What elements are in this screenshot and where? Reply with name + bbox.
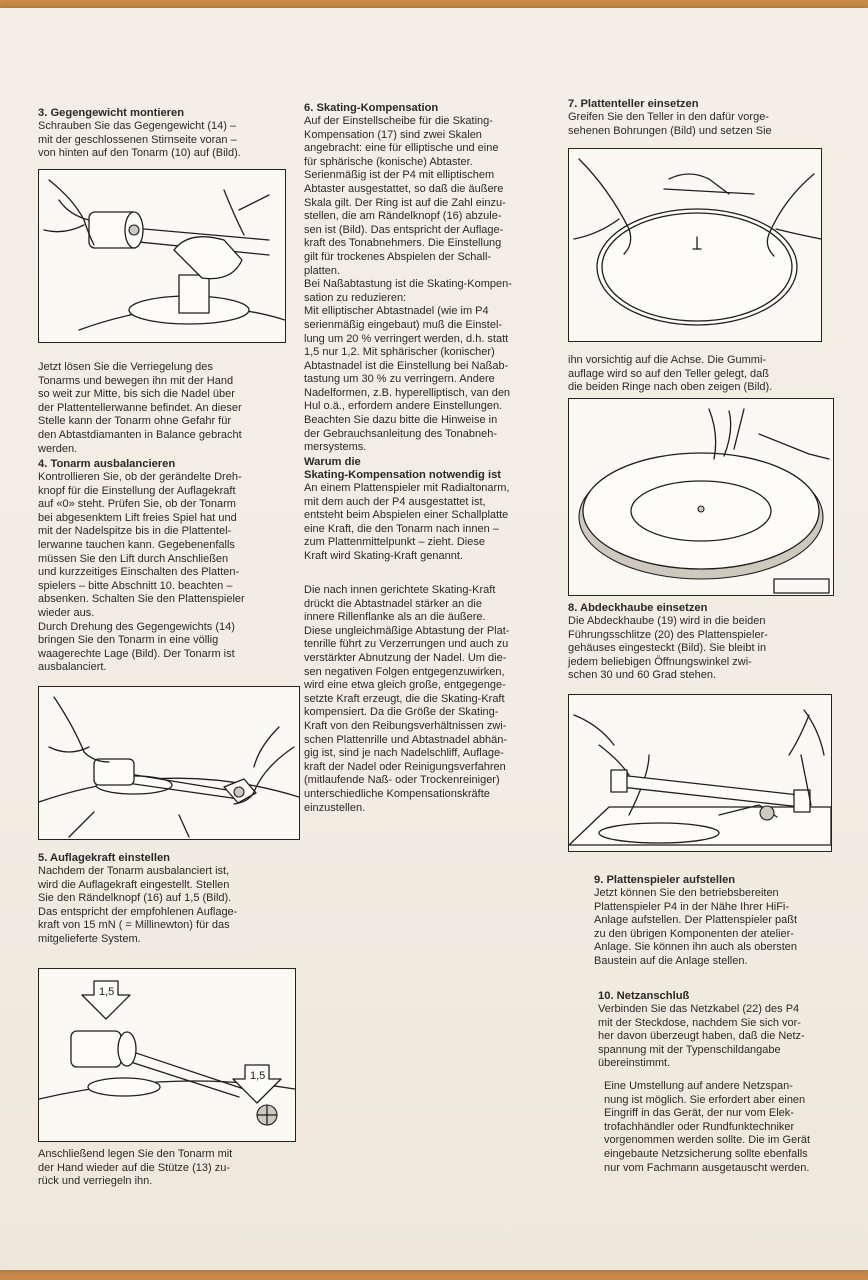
section-7-text: Greifen Sie den Teller in den dafür vorge- sehenen Bohrungen (Bild) und setzen Sie bbox=[568, 111, 772, 137]
section-6-text: Auf der Einstellscheibe für die Skating- Kompensation (17) sind zwei Skalen angebracht: eine für elliptische und eine für sphärische (konische) Abtaster. Serienmäßig ist der P4 mit elliptischem Abtaster ausgestattet, so daß die äußere Skala gilt. Der Ring ist auf die Zahl einzu- stellen, die am Rändelknopf (16) abzule- sen ist (Bild). Das entspricht der Auflage- kraft des Tonabnehmers. Die Einstellung gilt für trockenes Abspielen der Schall- platten. Bei Naßabtastung ist die Skating-Kompen- sation zu reduzieren: Mit elliptischer Abtastnadel (wie im P4 serienmäßig eingebaut) muß die Einstel- lung um 20 % verringert werden, d.h. statt 1,5 nur 1,2. Mit sphärischer (konischer) Abtastnadel ist die Einstellung bei Naßab- tastung um 30 % zu verringern. Andere Nadelformen, z.B. hyperelliptisch, van den Hul o.ä., erfordern andere Einstellungen. Beachten Sie dazu bitte die Hinweise in der Gebrauchsanleitung des Tonabneh- mersystems. bbox=[304, 115, 512, 454]
section-8-title: 8. Abdeckhaube einsetzen bbox=[568, 602, 708, 614]
figure-dust-cover bbox=[568, 694, 832, 852]
section-3-title: 3. Gegengewicht montieren bbox=[38, 107, 185, 119]
why-skating-text: An einem Plattenspieler mit Radialtonarm, mit dem auch der P4 ausgestattet ist, entsteht beim Abspielen einer Schallplatte eine Kraft, die den Tonarm nach innen – zum Plattenmittelpunkt – zieht. Diese Kraft wird Skating-Kraft genannt. bbox=[304, 482, 510, 562]
section-5-title: 5. Auflagekraft einstellen bbox=[38, 852, 171, 864]
figure-counterweight bbox=[38, 169, 286, 343]
section-6-title: 6. Skating-Kompensation bbox=[304, 102, 439, 114]
section-4-title: 4. Tonarm ausbalancieren bbox=[38, 458, 176, 470]
section-3-text: Schrauben Sie das Gegengewicht (14) – mit der geschlossenen Stirnseite voran – von hinten auf den Tonarm (10) auf (Bild). bbox=[38, 120, 241, 160]
figure-tracking-force bbox=[38, 968, 296, 1142]
section-5-text: Nachdem der Tonarm ausbalanciert ist, wird die Auflagekraft eingestellt. Stellen Sie den Rändelknopf (16) auf 1,5 (Bild). Das entspricht der empfohlenen Auflage- kraft von 15 mN ( = Millinewton) für das mitgelieferte System. bbox=[38, 865, 238, 945]
section-9-title: 9. Plattenspieler aufstellen bbox=[594, 874, 736, 886]
force-label-1: 1,5 bbox=[99, 986, 115, 998]
section-8-text: Die Abdeckhaube (19) wird in die beiden Führungsschlitze (20) des Plattenspieler- gehäuses eingesteckt (Bild). Sie bleibt in jedem beliebigen Öffnungswinkel zwi- schen 30 und 60 Grad stehen. bbox=[568, 615, 768, 682]
section-5-after-text: Anschließend legen Sie den Tonarm mit der Hand wieder auf die Stütze (13) zu- rück und verriegeln ihn. bbox=[38, 1148, 233, 1188]
section-7-after-text: ihn vorsichtig auf die Achse. Die Gummi- auflage wird so auf den Teller gelegt, daß die beiden Ringe nach oben zeigen (Bild). bbox=[568, 354, 773, 394]
force-label-2: 1,5 bbox=[250, 1070, 266, 1082]
figure-rubber-mat bbox=[568, 398, 834, 596]
section-10-title: 10. Netzanschluß bbox=[598, 990, 690, 1002]
section-7-title: 7. Plattenteller einsetzen bbox=[568, 98, 699, 110]
section-9-text: Jetzt können Sie den betriebsbereiten Plattenspieler P4 in der Nähe Ihrer HiFi- Anlage aufstellen. Der Plattenspieler paßt zu den übrigen Komponenten der atelier- Anlage. Sie können ihn auch als obersten Baustein auf die Anlage stellen. bbox=[594, 887, 798, 967]
why-skating-text-2: Die nach innen gerichtete Skating-Kraft drückt die Abtastnadel stärker an die innere Rillenflanke als an die äußere. Diese ungleichmäßige Abtastung der Plat- tenrille führt zu Verzerrungen und auch zu verstärkter Abnutzung der Nadel. Um die- sen negativen Folgen entgegenzuwirken, wird eine etwa gleich große, entgegenge- setzte Kraft erzeugt, die die Skating-Kraft kompensiert. Da die Größe der Skating- Kraft von den Reibungsverhältnissen zwi- schen Plattenrille und Abtastnadel abhän- gig ist, sind je nach Nadelschliff, Auflage- kraft der Nadel oder Reinigungsverfahren (mitlaufende Naß- oder Trockenreiniger) unterschiedliche Kompensationskräfte einzustellen. bbox=[304, 584, 510, 814]
section-3-after-text: Jetzt lösen Sie die Verriegelung des Tonarms und bewegen ihn mit der Hand so weit zur Mitte, bis sich die Nadel über der Plattentellerwanne befindet. An dieser Stelle kann der Tonarm ohne Gefahr für den Abtastdiamanten in Balance gebracht werden. bbox=[38, 361, 242, 455]
figure-insert-platter bbox=[568, 148, 822, 342]
section-4-text: Kontrollieren Sie, ob der gerändelte Dreh- knopf für die Einstellung der Auflagekraft auf «0» steht. Prüfen Sie, ob der Tonarm bei abgesenktem Lift freies Spiel hat und mit der Nadelspitze bis in die Plattentel- lerwanne tauchen kann. Gegebenenfalls müssen Sie den Lift durch Anschließen und kurzzeitiges Einschalten des Platten- spielers – bitte Abschnitt 10. beachten – absenken. Schalten Sie den Plattenspieler wieder aus. Durch Drehung des Gegengewichts (14) bringen Sie den Tonarm in eine völlig waagerechte Lage (Bild). Der Tonarm ist ausbalanciert. bbox=[38, 471, 245, 674]
section-10-text: Verbinden Sie das Netzkabel (22) des P4 mit der Steckdose, nachdem Sie sich vor- her davon überzeugt haben, daß die Netz- spannung mit der Typenschildangabe übereinstimmt. bbox=[598, 1003, 805, 1070]
figure-balance-tonearm bbox=[38, 686, 300, 840]
section-10-text-2: Eine Umstellung auf andere Netzspan- nung ist möglich. Sie erfordert aber einen Eingriff in das Gerät, der nur vom Elek- trofachhändler oder Rundfunktechniker vorgenommen werden sollte. Die im Gerät eingebaute Netzsicherung sollte ebenfalls nur vom Fachmann ausgetauscht werden. bbox=[604, 1080, 811, 1174]
manual-page bbox=[0, 8, 868, 1270]
why-skating-title: Warum die Skating-Kompensation notwendig ist bbox=[304, 456, 502, 481]
